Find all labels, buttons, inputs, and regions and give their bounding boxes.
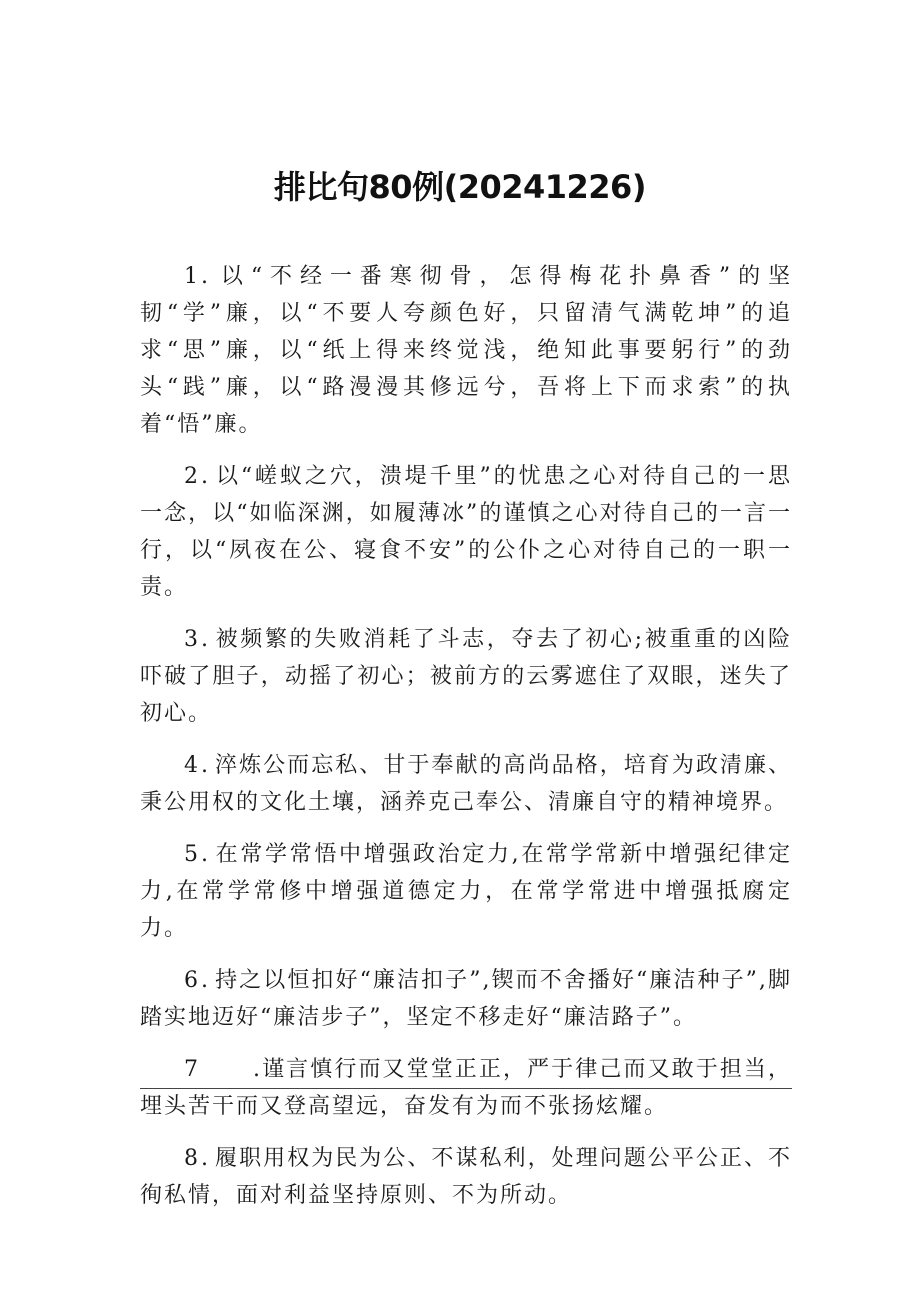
list-item-4 [140,747,792,821]
item-text: 被频繁的失败消耗了斗志，夺去了初心;被重重的凶险吓破了胆子，动摇了初心；被前方的云雾遮住了双眼，迷失了初心。 [140,627,792,726]
item-text: 持之以恒扣好“廉洁扣子”,锲而不舍播好“廉洁种子”,脚踏实地迈好“廉洁步子”，坚定不移走好“廉洁路子”。 [140,968,792,1030]
document-body [140,258,792,1229]
list-item-2 [140,458,792,606]
item-number: 1. [184,264,211,289]
item-number: 5. [184,842,211,867]
item-text: 淬炼公而忘私、甘于奉献的高尚品格，培育为政清廉、秉公用权的文化土壤，涵养克己奉公、清廉自守的精神境界。 [140,753,792,815]
item-number: 7 [184,1057,201,1082]
item-number: 4. [184,753,211,778]
document-title: 排比句80例(20241226) [274,168,646,206]
list-item-5 [140,836,792,947]
list-item-3 [140,621,792,732]
item-text: 履职用权为民为公、不谋私利，处理问题公平公正、不徇私情，面对利益坚持原则、不为所动。 [140,1146,792,1208]
list-item-6 [140,962,792,1036]
item-number: 8. [184,1146,211,1171]
list-item-1 [140,258,792,443]
item-text: 以“不经一番寒彻骨，怎得梅花扑鼻香”的坚韧“学”廉，以“不要人夸颜色好，只留清气满乾坤”的追求“思”廉，以“纸上得来终觉浅，绝知此事要躬行”的劲头“践”廉，以“路漫漫其修远兮，吾将上下而求索”的执着“悟”廉。 [140,264,792,437]
list-item-8 [140,1140,792,1214]
item-number: 6. [184,968,211,993]
item-number: 3. [184,627,211,652]
item-text: .谨言慎行而又堂堂正正，严于律己而又敢于担当，埋头苦干而又登高望远，奋发有为而不张扬炫耀。 [140,1057,792,1119]
item-number: 2. [184,464,211,489]
item-text: 以“嵯蚁之穴，溃堤千里”的忧患之心对待自己的一思一念，以“如临深渊，如履薄冰”的谨慎之心对待自己的一言一行，以“夙夜在公、寝食不安”的公仆之心对待自己的一职一责。 [140,464,792,600]
item-text: 在常学常悟中增强政治定力,在常学常新中增强纪律定力,在常学常修中增强道德定力，在常学常进中增强抵腐定力。 [140,842,792,941]
list-item-7 [140,1051,792,1125]
